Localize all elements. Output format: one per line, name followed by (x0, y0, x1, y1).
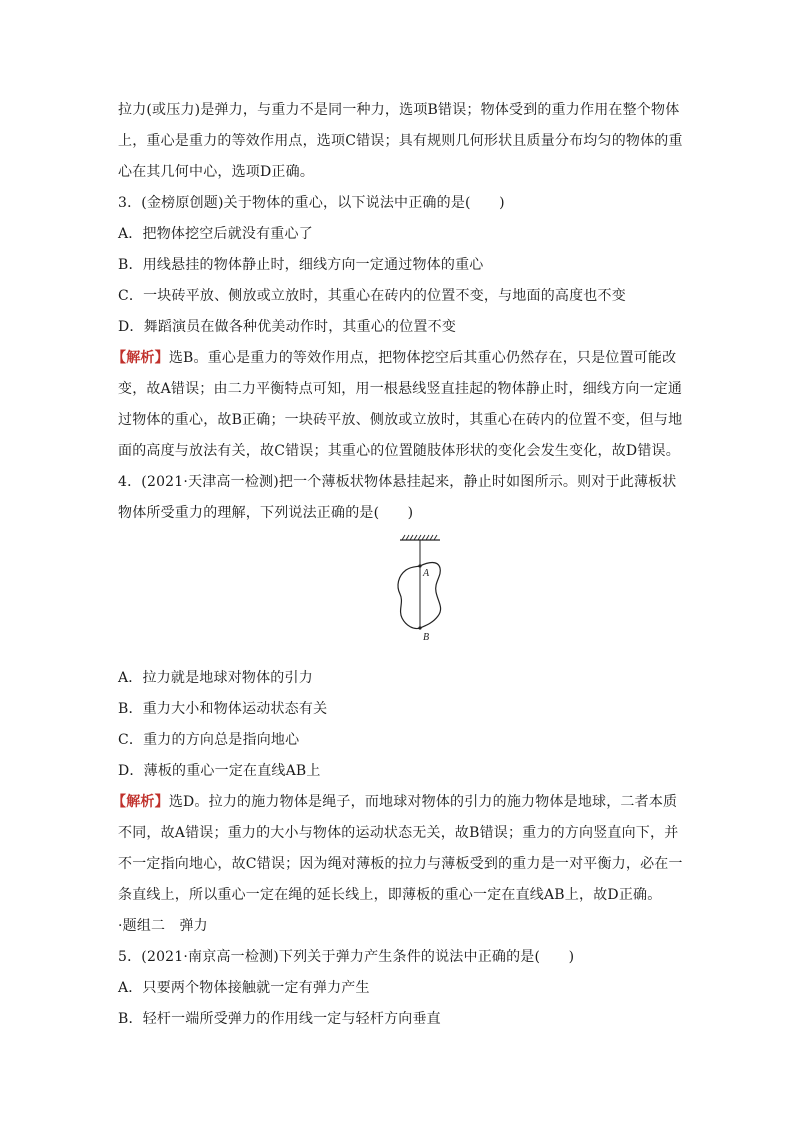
question-3-option-a: A．把物体挖空后就没有重心了 (118, 226, 313, 242)
label-a: A (423, 568, 430, 579)
document-page (112, 100, 683, 1040)
analysis-text: 选D。拉力的施力物体是绳子，而地球对物体的引力的施力物体是地球，二者本质 (168, 794, 678, 810)
question-3-option-d: D．舞蹈演员在做各种优美动作时，其重心的位置不变 (118, 319, 457, 335)
suspended-plate-figure (118, 534, 678, 654)
section-heading: ·题组二 弹力 (118, 918, 208, 934)
question-4-analysis (112, 792, 683, 905)
analysis-line: 不同，故A错误；重力的大小与物体的运动状态无关，故B错误；重力的方向竖直向下，并 (118, 825, 679, 841)
ceiling-hatch (402, 535, 437, 540)
question-4-stem: 物体所受重力的理解，下列说法正确的是( ) (118, 505, 414, 521)
question-3-option-c: C．一块砖平放、侧放或立放时，其重心在砖内的位置不变，与地面的高度也不变 (118, 288, 626, 304)
question-5-option-b: B．轻杆一端所受弹力的作用线一定与轻杆方向垂直 (118, 1011, 441, 1027)
plate-outline (398, 563, 441, 629)
analysis-line: 面的高度与放法有关，故C错误；其重心的位置随肢体形状的变化会发生变化，故D错误。 (118, 443, 680, 459)
suspended-plate-diagram (378, 534, 458, 652)
point-b (418, 626, 421, 629)
text-line: 上，重心是重力的等效作用点，选项C错误；具有规则几何形状且质量分布均匀的物体的重 (118, 133, 683, 149)
question-5-option-a: A．只要两个物体接触就一定有弹力产生 (118, 980, 370, 996)
question-5-stem: 5．(2021·南京高一检测)下列关于弹力产生条件的说法中正确的是( ) (118, 949, 575, 965)
question-4-option-a: A．拉力就是地球对物体的引力 (118, 670, 313, 686)
analysis-tag: 【解析】 (112, 794, 169, 810)
question-4-option-b: B．重力大小和物体运动状态有关 (118, 701, 328, 717)
point-a (418, 564, 421, 567)
analysis-line: 变，故A错误；由二力平衡特点可知，用一根悬线竖直挂起的物体静止时，细线方向一定通 (118, 381, 683, 397)
analysis-line (112, 792, 678, 812)
analysis-text: 选B。重心是重力的等效作用点，把物体挖空后其重心仍然存在，只是位置可能改 (168, 350, 677, 366)
question-4-stem: 4．(2021·天津高一检测)把一个薄板状物体悬挂起来，静止时如图所示。则对于此薄板状 (118, 474, 677, 490)
analysis-line: 条直线上，所以重心一定在绳的延长线上，即薄板的重心一定在直线AB上，故D正确。 (118, 887, 662, 903)
text-line: 拉力(或压力)是弹力，与重力不是同一种力，选项B错误；物体受到的重力作用在整个物体 (118, 102, 680, 118)
analysis-line: 过物体的重心，故B正确；一块砖平放、侧放或立放时，其重心在砖内的位置不变，但与地 (118, 412, 683, 428)
question-4-option-c: C．重力的方向总是指向地心 (118, 732, 300, 748)
question-3-option-b: B．用线悬挂的物体静止时，细线方向一定通过物体的重心 (118, 257, 484, 273)
analysis-tag: 【解析】 (112, 350, 169, 366)
analysis-line (112, 348, 678, 368)
label-b: B (423, 632, 430, 643)
question-4-option-d: D．薄板的重心一定在直线AB上 (118, 763, 321, 779)
text-line: 心在其几何中心，选项D正确。 (118, 164, 315, 180)
analysis-line: 不一定指向地心，故C错误；因为绳对薄板的拉力与薄板受到的重力是一对平衡力，必在一 (118, 856, 683, 872)
question-3-analysis (112, 348, 683, 461)
question-3-stem: 3．(金榜原创题)关于物体的重心，以下说法中正确的是( ) (118, 195, 505, 211)
